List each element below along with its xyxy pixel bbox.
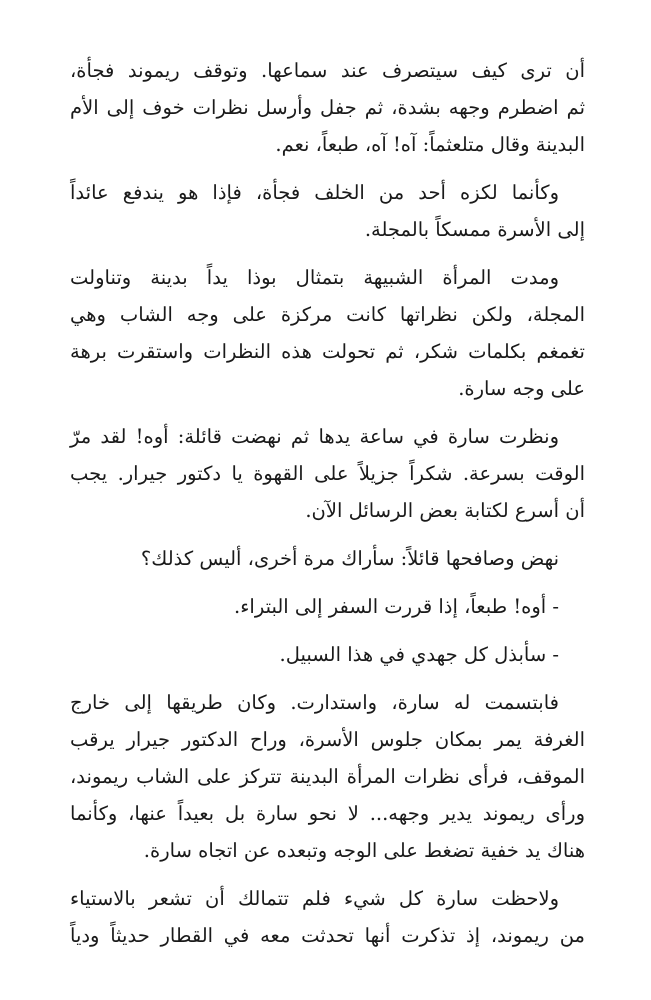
text-line: الموقف، فرأى نظرات المرأة البدينة تتركز على الشاب ريموند، [70,765,585,788]
text-line: ثم اضطرم وجهه بشدة، ثم جفل وأرسل نظرات خوف إلى الأم [70,96,585,119]
paragraph-5 [70,540,585,577]
paragraph-4 [70,418,585,529]
text-line: من ريموند، إذ تذكرت أنها تحدثت معه في القطار حديثاً ودياً [70,924,585,947]
paragraph-2 [70,174,585,248]
dialogue-line-1 [70,588,585,625]
paragraph-7 [70,880,585,954]
book-page [70,52,585,965]
text-line: إلى الأسرة ممسكاً بالمجلة. [364,218,585,241]
text-line: ورأى ريموند يدير وجهه... لا نحو سارة بل بعيداً عنها، وكأنما [70,802,585,825]
text-line: فابتسمت له سارة، واستدارت. وكان طريقها إلى خارج [70,691,559,714]
text-line: وكأنما لكزه أحد من الخلف فجأة، فإذا هو يندفع عائداً [70,181,559,204]
text-line: - أوه! طبعاً، إذا قررت السفر إلى البتراء. [234,595,559,618]
text-line: ولاحظت سارة كل شيء فلم تتمالك أن تشعر بالاستياء [70,887,559,910]
text-line: الغرفة يمر بمكان جلوس الأسرة، وراح الدكتور جيرار يرقب [70,728,585,751]
text-line: أن أسرع لكتابة بعض الرسائل الآن. [305,499,585,522]
text-line: المجلة، ولكن نظراتها كانت مركزة على وجه الشاب وهي [70,303,585,326]
paragraph-1 [70,52,585,163]
text-line: على وجه سارة. [458,377,585,400]
text-line: أن ترى كيف سيتصرف عند سماعها. وتوقف ريموند فجأة، [70,59,585,82]
text-line: البدينة وقال متلعثماً: آه! آه، طبعاً، نعم. [275,133,585,156]
paragraph-3 [70,259,585,407]
text-line: تغمغم بكلمات شكر، ثم تحولت هذه النظرات واستقرت برهة [70,340,585,363]
paragraph-6 [70,684,585,869]
text-line: نهض وصافحها قائلاً: سأراك مرة أخرى، أليس كذلك؟ [140,547,559,570]
text-line: الوقت بسرعة. شكراً جزيلاً على القهوة يا دكتور جيرار. يجب [70,462,585,485]
text-line: ونظرت سارة في ساعة يدها ثم نهضت قائلة: أوه! لقد مرّ [70,425,559,448]
text-line: هناك يد خفية تضغط على الوجه وتبعده عن اتجاه سارة. [143,839,585,862]
dialogue-line-2 [70,636,585,673]
text-line: - سأبذل كل جهدي في هذا السبيل. [279,643,559,666]
text-line: ومدت المرأة الشبيهة بتمثال بوذا يداً بدينة وتناولت [70,266,559,289]
